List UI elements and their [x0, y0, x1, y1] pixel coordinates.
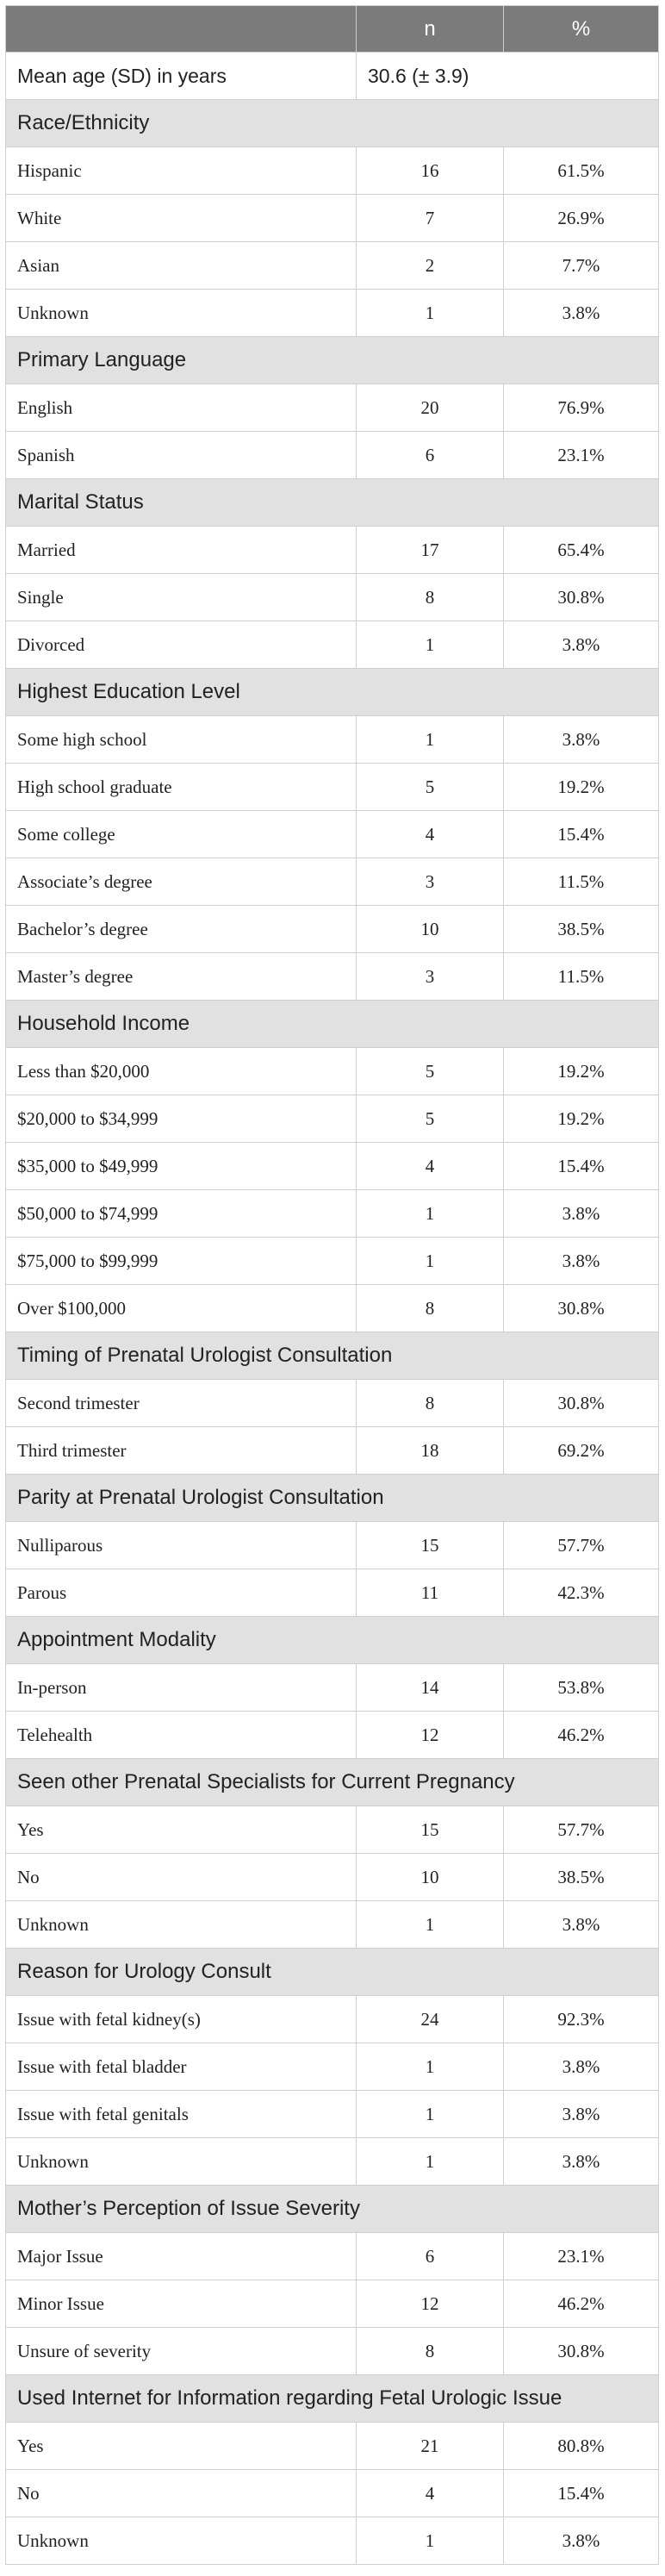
- table-row: [6, 621, 659, 669]
- table-row: [6, 527, 659, 574]
- row-n-value: 12: [357, 2280, 504, 2328]
- table-row: [6, 1854, 659, 1901]
- row-percent-value: 23.1%: [504, 432, 659, 479]
- section-title: Marital Status: [6, 479, 659, 527]
- table-row: [6, 2091, 659, 2138]
- row-label: Yes: [6, 2423, 357, 2470]
- table-row: [6, 1664, 659, 1712]
- row-percent-value: 3.8%: [504, 2517, 659, 2565]
- row-n-value: 18: [357, 1427, 504, 1475]
- table-row: [6, 1522, 659, 1569]
- row-label: Parous: [6, 1569, 357, 1617]
- row-n-value: 1: [357, 2043, 504, 2091]
- section-title: Used Internet for Information regarding Fetal Urologic Issue: [6, 2375, 659, 2423]
- row-n-value: 6: [357, 432, 504, 479]
- header-percent-cell: %: [504, 6, 659, 53]
- section-header-row: [6, 1759, 659, 1806]
- row-label: Unknown: [6, 2138, 357, 2186]
- row-n-value: 20: [357, 384, 504, 432]
- row-n-value: 3: [357, 858, 504, 906]
- row-label: Issue with fetal genitals: [6, 2091, 357, 2138]
- row-percent-value: 38.5%: [504, 1854, 659, 1901]
- section-header-row: [6, 1949, 659, 1996]
- section-title: Appointment Modality: [6, 1617, 659, 1664]
- table-row: [6, 1569, 659, 1617]
- row-percent-value: 80.8%: [504, 2423, 659, 2470]
- row-label: $35,000 to $49,999: [6, 1143, 357, 1190]
- row-label: Telehealth: [6, 1712, 357, 1759]
- row-percent-value: 19.2%: [504, 1095, 659, 1143]
- row-percent-value: 69.2%: [504, 1427, 659, 1475]
- table-row: [6, 2470, 659, 2517]
- header-label-cell: [6, 6, 357, 53]
- row-label: Some high school: [6, 716, 357, 764]
- section-header-row: [6, 1475, 659, 1522]
- row-label: Unknown: [6, 290, 357, 337]
- row-n-value: 1: [357, 1238, 504, 1285]
- row-label: Minor Issue: [6, 2280, 357, 2328]
- table-row: [6, 290, 659, 337]
- row-label: Issue with fetal bladder: [6, 2043, 357, 2091]
- row-percent-value: 30.8%: [504, 2328, 659, 2375]
- table-row: [6, 2280, 659, 2328]
- table-row: [6, 1238, 659, 1285]
- section-title: Parity at Prenatal Urologist Consultation: [6, 1475, 659, 1522]
- row-n-value: 1: [357, 716, 504, 764]
- row-percent-value: 11.5%: [504, 953, 659, 1001]
- row-percent-value: 19.2%: [504, 764, 659, 811]
- row-n-value: 12: [357, 1712, 504, 1759]
- row-n-value: 4: [357, 2470, 504, 2517]
- row-n-value: 1: [357, 2517, 504, 2565]
- section-header-row: [6, 2375, 659, 2423]
- row-label: Over $100,000: [6, 1285, 357, 1332]
- row-n-value: 1: [357, 1901, 504, 1949]
- row-n-value: 11: [357, 1569, 504, 1617]
- table-row: [6, 1996, 659, 2043]
- row-percent-value: 26.9%: [504, 195, 659, 242]
- row-percent-value: 53.8%: [504, 1664, 659, 1712]
- table-row: [6, 2517, 659, 2565]
- table-row: [6, 1285, 659, 1332]
- mean-age-label: Mean age (SD) in years: [6, 53, 357, 100]
- row-label: Spanish: [6, 432, 357, 479]
- row-n-value: 5: [357, 1048, 504, 1095]
- row-percent-value: 30.8%: [504, 1380, 659, 1427]
- row-n-value: 15: [357, 1522, 504, 1569]
- section-title: Household Income: [6, 1001, 659, 1048]
- section-title: Highest Education Level: [6, 669, 659, 716]
- row-percent-value: 15.4%: [504, 1143, 659, 1190]
- row-label: Issue with fetal kidney(s): [6, 1996, 357, 2043]
- row-n-value: 2: [357, 242, 504, 290]
- table-row: [6, 1806, 659, 1854]
- section-header-row: [6, 2186, 659, 2233]
- table-row: [6, 2233, 659, 2280]
- table-row: [6, 906, 659, 953]
- row-percent-value: 23.1%: [504, 2233, 659, 2280]
- row-percent-value: 15.4%: [504, 811, 659, 858]
- row-percent-value: 30.8%: [504, 1285, 659, 1332]
- table-row: [6, 1143, 659, 1190]
- table-row: [6, 2138, 659, 2186]
- row-label: $75,000 to $99,999: [6, 1238, 357, 1285]
- row-percent-value: 61.5%: [504, 147, 659, 195]
- row-label: Unknown: [6, 1901, 357, 1949]
- table-row: [6, 1427, 659, 1475]
- table-row: [6, 195, 659, 242]
- row-label: Third trimester: [6, 1427, 357, 1475]
- row-percent-value: 3.8%: [504, 1901, 659, 1949]
- row-label: Major Issue: [6, 2233, 357, 2280]
- row-label: No: [6, 2470, 357, 2517]
- row-n-value: 21: [357, 2423, 504, 2470]
- row-label: Yes: [6, 1806, 357, 1854]
- table-row: [6, 1901, 659, 1949]
- row-percent-value: 3.8%: [504, 1238, 659, 1285]
- mean-age-row: [6, 53, 659, 100]
- row-n-value: 14: [357, 1664, 504, 1712]
- row-percent-value: 19.2%: [504, 1048, 659, 1095]
- row-label: Single: [6, 574, 357, 621]
- row-n-value: 4: [357, 811, 504, 858]
- row-label: Hispanic: [6, 147, 357, 195]
- row-n-value: 16: [357, 147, 504, 195]
- table-row: [6, 574, 659, 621]
- row-n-value: 5: [357, 1095, 504, 1143]
- row-label: High school graduate: [6, 764, 357, 811]
- section-title: Seen other Prenatal Specialists for Current Pregnancy: [6, 1759, 659, 1806]
- section-header-row: [6, 1332, 659, 1380]
- row-n-value: 15: [357, 1806, 504, 1854]
- row-n-value: 8: [357, 1380, 504, 1427]
- row-percent-value: 3.8%: [504, 1190, 659, 1238]
- row-label: Unsure of severity: [6, 2328, 357, 2375]
- row-n-value: 3: [357, 953, 504, 1001]
- table-row: [6, 1712, 659, 1759]
- row-label: English: [6, 384, 357, 432]
- row-n-value: 8: [357, 1285, 504, 1332]
- row-n-value: 6: [357, 2233, 504, 2280]
- row-n-value: 8: [357, 2328, 504, 2375]
- section-title: Reason for Urology Consult: [6, 1949, 659, 1996]
- table-row: [6, 242, 659, 290]
- row-n-value: 1: [357, 2091, 504, 2138]
- table-row: [6, 1095, 659, 1143]
- row-label: Some college: [6, 811, 357, 858]
- row-percent-value: 46.2%: [504, 2280, 659, 2328]
- row-n-value: 5: [357, 764, 504, 811]
- section-header-row: [6, 1001, 659, 1048]
- table-row: [6, 2328, 659, 2375]
- demographics-table: [5, 5, 659, 2565]
- row-n-value: 10: [357, 1854, 504, 1901]
- section-header-row: [6, 1617, 659, 1664]
- row-label: Associate’s degree: [6, 858, 357, 906]
- table-row: [6, 1048, 659, 1095]
- row-n-value: 1: [357, 1190, 504, 1238]
- row-percent-value: 46.2%: [504, 1712, 659, 1759]
- row-percent-value: 76.9%: [504, 384, 659, 432]
- row-percent-value: 3.8%: [504, 2138, 659, 2186]
- row-percent-value: 65.4%: [504, 527, 659, 574]
- section-header-row: [6, 337, 659, 384]
- row-percent-value: 57.7%: [504, 1806, 659, 1854]
- row-percent-value: 3.8%: [504, 716, 659, 764]
- row-label: No: [6, 1854, 357, 1901]
- section-title: Mother’s Perception of Issue Severity: [6, 2186, 659, 2233]
- row-percent-value: 57.7%: [504, 1522, 659, 1569]
- table-row: [6, 384, 659, 432]
- table-row: [6, 953, 659, 1001]
- row-label: Married: [6, 527, 357, 574]
- row-label: Bachelor’s degree: [6, 906, 357, 953]
- table-row: [6, 764, 659, 811]
- row-label: Nulliparous: [6, 1522, 357, 1569]
- row-n-value: 24: [357, 1996, 504, 2043]
- section-header-row: [6, 100, 659, 147]
- table-row: [6, 811, 659, 858]
- row-label: White: [6, 195, 357, 242]
- row-percent-value: 3.8%: [504, 290, 659, 337]
- row-label: Unknown: [6, 2517, 357, 2565]
- mean-age-value: 30.6 (± 3.9): [357, 53, 659, 100]
- section-header-row: [6, 479, 659, 527]
- table-row: [6, 858, 659, 906]
- table-row: [6, 432, 659, 479]
- row-n-value: 7: [357, 195, 504, 242]
- table-row: [6, 1380, 659, 1427]
- row-percent-value: 42.3%: [504, 1569, 659, 1617]
- section-title: Race/Ethnicity: [6, 100, 659, 147]
- row-label: $20,000 to $34,999: [6, 1095, 357, 1143]
- row-label: Asian: [6, 242, 357, 290]
- header-n-cell: n: [357, 6, 504, 53]
- table-row: [6, 1190, 659, 1238]
- table-header-row: [6, 6, 659, 53]
- row-label: $50,000 to $74,999: [6, 1190, 357, 1238]
- row-label: Divorced: [6, 621, 357, 669]
- row-label: Master’s degree: [6, 953, 357, 1001]
- row-percent-value: 11.5%: [504, 858, 659, 906]
- row-n-value: 1: [357, 290, 504, 337]
- row-percent-value: 7.7%: [504, 242, 659, 290]
- table-row: [6, 716, 659, 764]
- row-percent-value: 3.8%: [504, 2043, 659, 2091]
- table-row: [6, 2043, 659, 2091]
- row-label: Second trimester: [6, 1380, 357, 1427]
- table-row: [6, 2423, 659, 2470]
- row-percent-value: 30.8%: [504, 574, 659, 621]
- row-percent-value: 92.3%: [504, 1996, 659, 2043]
- row-n-value: 8: [357, 574, 504, 621]
- row-n-value: 10: [357, 906, 504, 953]
- row-percent-value: 3.8%: [504, 621, 659, 669]
- row-n-value: 1: [357, 2138, 504, 2186]
- row-percent-value: 3.8%: [504, 2091, 659, 2138]
- row-percent-value: 15.4%: [504, 2470, 659, 2517]
- row-percent-value: 38.5%: [504, 906, 659, 953]
- section-title: Primary Language: [6, 337, 659, 384]
- row-label: Less than $20,000: [6, 1048, 357, 1095]
- row-n-value: 1: [357, 621, 504, 669]
- table-row: [6, 147, 659, 195]
- row-n-value: 4: [357, 1143, 504, 1190]
- row-n-value: 17: [357, 527, 504, 574]
- section-title: Timing of Prenatal Urologist Consultation: [6, 1332, 659, 1380]
- section-header-row: [6, 669, 659, 716]
- row-label: In-person: [6, 1664, 357, 1712]
